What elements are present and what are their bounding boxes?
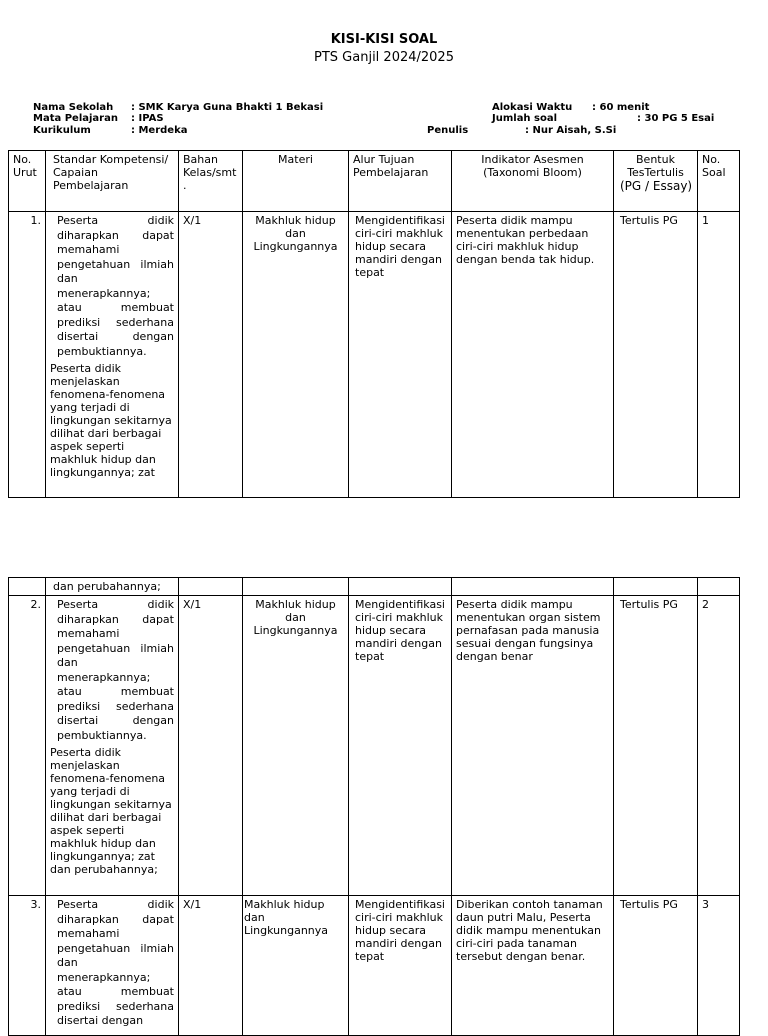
- penulis-label: Penulis: [427, 125, 469, 136]
- standar-kompetensi-text: Peserta didik diharapkan dapat memahami pengetahuan ilmiah dan menerapkannya; atau membuat prediksi sederhana disertai dengan: [57, 898, 174, 1027]
- row-bentuk: Tertulis PG: [614, 596, 698, 896]
- row-bahan: X/1: [179, 596, 243, 896]
- header-alur: Alur Tujuan Pembelajaran: [349, 151, 452, 212]
- table-row-continuation: [9, 578, 740, 596]
- document-subtitle: PTS Ganjil 2024/2025: [314, 50, 454, 65]
- alokasi-label: Alokasi Waktu: [492, 102, 573, 113]
- row-no-soal: 3: [698, 896, 740, 1036]
- kisi-kisi-table-page-2: [8, 577, 740, 1036]
- row-number: 1.: [9, 212, 46, 498]
- row-bahan: X/1: [179, 896, 243, 1036]
- standar-kompetensi-text: Peserta didik diharapkan dapat memahami pengetahuan ilmiah dan menerapkannya; atau membuat prediksi sederhana disertai dengan pembuktiannya.: [57, 214, 174, 358]
- nama-sekolah-value: : SMK Karya Guna Bhakti 1 Bekasi: [131, 102, 324, 113]
- row-number: 3.: [9, 896, 46, 1036]
- table-row: [9, 896, 740, 1036]
- header-indikator: Indikator Asesmen (Taxonomi Bloom): [452, 151, 614, 212]
- row-bahan: X/1: [179, 212, 243, 498]
- continuation-no: [9, 578, 46, 596]
- mata-pelajaran-value: : IPAS: [131, 113, 164, 124]
- continuation-standar: dan perubahannya;: [46, 578, 179, 596]
- row-alur: Mengidentifikasi ciri-ciri makhluk hidup secara mandiri dengan tepat: [349, 896, 452, 1036]
- capaian-pembelajaran-text: Peserta didik menjelaskan fenomena-fenomena yang terjadi di lingkungan sekitarnya dilihat dari berbagai aspek seperti makhluk hidup dan lingkungannya; zat: [50, 362, 172, 479]
- nama-sekolah-label: Nama Sekolah: [33, 102, 114, 113]
- row-bentuk: Tertulis PG: [614, 212, 698, 498]
- row-number: 2.: [9, 596, 46, 896]
- row-standar: [46, 596, 179, 896]
- table-row: [9, 596, 740, 896]
- header-materi: Materi: [243, 151, 349, 212]
- row-indikator: Peserta didik mampu menentukan organ sistem pernafasan pada manusia sesuai dengan fungsinya dengan benar: [452, 596, 614, 896]
- capaian-pembelajaran-text: Peserta didik menjelaskan fenomena-fenomena yang terjadi di lingkungan sekitarnya dilihat dari berbagai aspek seperti makhluk hidup dan lingkungannya; zat dan perubahannya;: [50, 746, 172, 876]
- table-row: [9, 212, 740, 498]
- row-materi: Makhluk hidup dan Lingkungannya: [243, 896, 349, 1036]
- table-header-row: [9, 151, 740, 212]
- row-no-soal: 2: [698, 596, 740, 896]
- row-no-soal: 1: [698, 212, 740, 498]
- document-title: KISI-KISI SOAL: [330, 32, 438, 47]
- jumlah-soal-value: : 30 PG 5 Esai: [637, 113, 715, 124]
- row-materi: Makhluk hidup dan Lingkungannya: [243, 596, 349, 896]
- row-indikator: Diberikan contoh tanaman daun putri Malu, Peserta didik mampu menentukan ciri-ciri pada tanaman tersebut dengan benar.: [452, 896, 614, 1036]
- header-bahan: Bahan Kelas/smt .: [179, 151, 243, 212]
- header-standar: Standar Kompetensi/ Capaian Pembelajaran: [46, 151, 179, 212]
- row-indikator: Peserta didik mampu menentukan perbedaan ciri-ciri makhluk hidup dengan benda tak hidup.: [452, 212, 614, 498]
- header-bentuk-type: (PG / Essay): [620, 179, 693, 193]
- alokasi-value: : 60 menit: [592, 102, 650, 113]
- mata-pelajaran-label: Mata Pelajaran: [33, 113, 118, 124]
- kisi-kisi-table-page-1: [8, 150, 740, 498]
- row-alur: Mengidentifikasi ciri-ciri makhluk hidup secara mandiri dengan tepat: [349, 212, 452, 498]
- header-bentuk: [614, 151, 698, 212]
- header-bentuk-tes: Bentuk TesTertulis: [627, 153, 684, 179]
- row-standar: [46, 212, 179, 498]
- kurikulum-value: : Merdeka: [131, 125, 188, 136]
- row-standar: [46, 896, 179, 1036]
- row-alur: Mengidentifikasi ciri-ciri makhluk hidup secara mandiri dengan tepat: [349, 596, 452, 896]
- standar-kompetensi-text: Peserta didik diharapkan dapat memahami pengetahuan ilmiah dan menerapkannya; atau membuat prediksi sederhana disertai dengan pembuktiannya.: [57, 598, 174, 742]
- row-bentuk: Tertulis PG: [614, 896, 698, 1036]
- row-materi: Makhluk hidup dan Lingkungannya: [243, 212, 349, 498]
- header-no-urut: No. Urut: [9, 151, 46, 212]
- jumlah-soal-label: Jumlah soal: [492, 113, 558, 124]
- header-no-soal: No. Soal: [698, 151, 740, 212]
- penulis-value: : Nur Aisah, S.Si: [525, 125, 617, 136]
- kurikulum-label: Kurikulum: [33, 125, 91, 136]
